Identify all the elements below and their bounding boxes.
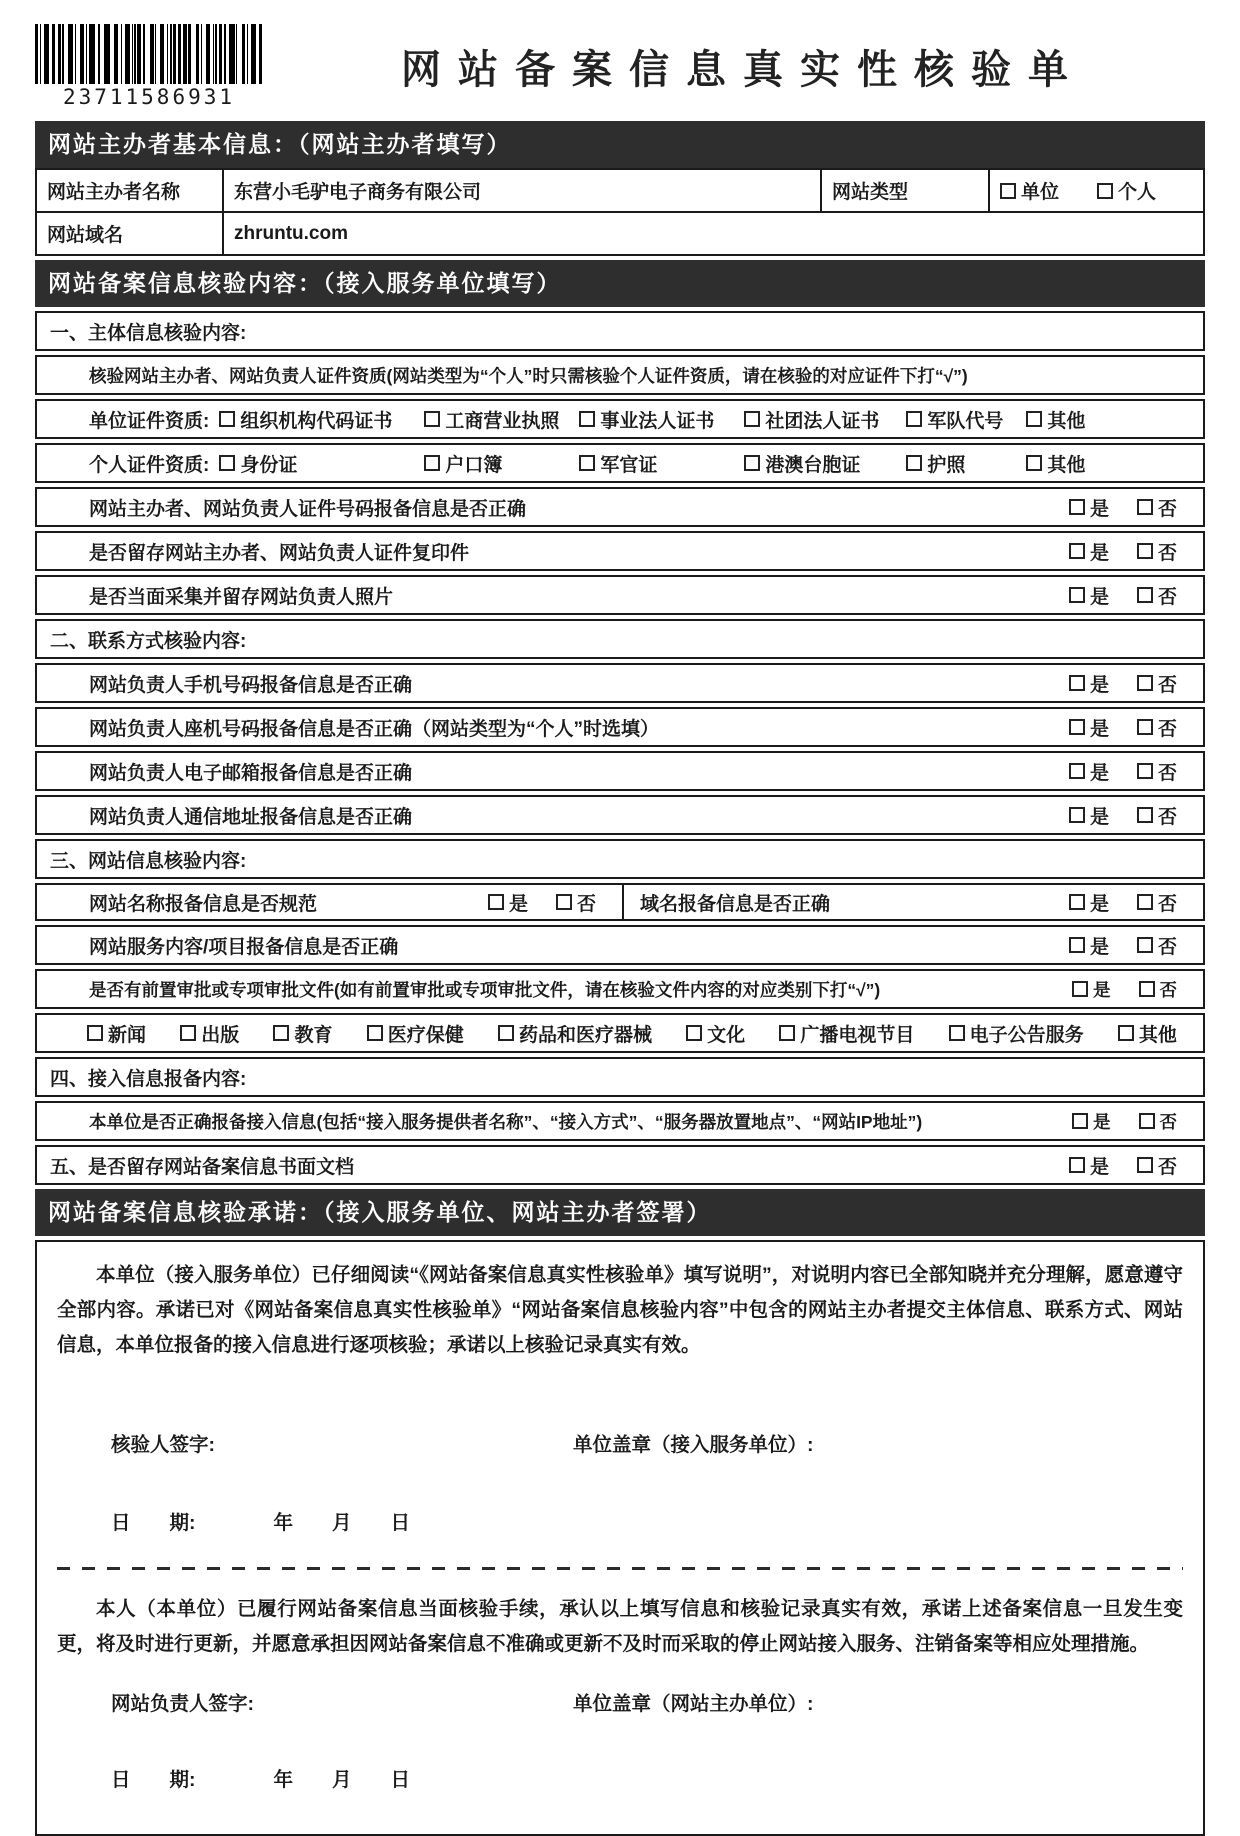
checkbox-icon[interactable]: [424, 455, 440, 471]
checkbox-option[interactable]: [1069, 758, 1109, 785]
site-name-question: [37, 885, 624, 919]
site-type-options: [988, 170, 1203, 211]
checkbox-label: 其他: [1138, 1024, 1177, 1046]
checkbox-option[interactable]: [498, 1020, 652, 1047]
checkbox-option[interactable]: [1069, 494, 1109, 521]
signature-row-verifier: [53, 1429, 1187, 1457]
checkbox-option[interactable]: [1137, 932, 1177, 959]
checkbox-option[interactable]: [579, 406, 744, 433]
barcode-number: 23711586931: [62, 85, 236, 109]
checkbox-label: 是: [1089, 586, 1109, 608]
organizer-name-value[interactable]: 东营小毛驴电子商务有限公司: [222, 170, 820, 211]
organizer-stamp-label[interactable]: 单位盖章（网站主办单位）:: [573, 1693, 814, 1715]
checkbox-icon[interactable]: [1069, 543, 1085, 559]
section-banner-verify-content: 网站备案信息核验内容：（接入服务单位填写）: [35, 260, 1205, 307]
checkbox-label: 是: [1093, 1111, 1111, 1132]
section3-header: 三、网站信息核验内容:: [50, 850, 247, 872]
yes-no-options: [1069, 538, 1203, 565]
checkbox-icon[interactable]: [1069, 763, 1085, 779]
checkbox-icon[interactable]: [1137, 543, 1153, 559]
unit-cert-options: [219, 406, 1203, 433]
checkbox-icon[interactable]: [744, 411, 760, 427]
table-row: [37, 211, 1203, 254]
checkbox-icon[interactable]: [1137, 719, 1153, 735]
checkbox-label: 教育: [294, 1024, 333, 1046]
checkbox-icon[interactable]: [1137, 937, 1153, 953]
checkbox-label: 其他: [1047, 454, 1086, 476]
checkbox-label: 工商营业执照: [445, 410, 560, 432]
checkbox-label: 药品和医疗器械: [518, 1024, 652, 1046]
checkbox-option[interactable]: [1137, 758, 1177, 785]
checkbox-icon[interactable]: [1137, 807, 1153, 823]
checkbox-icon[interactable]: [906, 455, 922, 471]
checkbox-label: 否: [576, 893, 596, 915]
checkbox-option[interactable]: [273, 1020, 332, 1047]
checkbox-option[interactable]: [488, 889, 528, 916]
checkbox-icon[interactable]: [1097, 183, 1113, 199]
name-domain-row: [35, 883, 1205, 921]
checkbox-option[interactable]: [424, 406, 579, 433]
question-label: 是否当面采集并留存网站负责人照片: [89, 586, 394, 608]
question-row: [35, 795, 1205, 835]
checkbox-label: 新闻: [108, 1024, 147, 1046]
promise-paragraph-organizer: 本人（本单位）已履行网站备案信息当面核验手续，承认以上填写信息和核验记录真实有效，承诺上述备案信息一旦发生变更，将及时进行更新，并愿意承担因网站备案信息不准确或更新不及时而采取的停止网站接入服务、注销备案等相应处理措施。: [57, 1598, 1183, 1655]
checkbox-icon[interactable]: [1137, 587, 1153, 603]
checkbox-option[interactable]: [1069, 1152, 1109, 1179]
page-header: [35, 24, 1205, 109]
checkbox-option[interactable]: [1026, 406, 1203, 433]
question-row: [35, 707, 1205, 747]
checkbox-label: 否: [1157, 498, 1177, 520]
checkbox-icon[interactable]: [1069, 499, 1085, 515]
approval-categories-row: [35, 1013, 1205, 1053]
checkbox-option[interactable]: [1137, 670, 1177, 697]
checkbox-icon[interactable]: [1137, 499, 1153, 515]
checkbox-label: 单位: [1021, 182, 1060, 203]
question-label: 网站名称报备信息是否规范: [89, 893, 318, 915]
checkbox-label: 否: [1157, 1156, 1177, 1178]
checkbox-option[interactable]: [1026, 450, 1203, 477]
checkbox-icon[interactable]: [744, 455, 760, 471]
checkbox-option[interactable]: [1069, 932, 1109, 959]
yes-no-options: [1072, 1109, 1203, 1134]
checkbox-option[interactable]: [1069, 582, 1109, 609]
barcode: [35, 24, 263, 109]
checkbox-icon[interactable]: [1069, 894, 1085, 910]
checkbox-option[interactable]: [1118, 1020, 1177, 1047]
checkbox-option[interactable]: [1137, 538, 1177, 565]
checkbox-option[interactable]: [779, 1020, 914, 1047]
checkbox-option[interactable]: [1000, 177, 1059, 204]
checkbox-option[interactable]: [1137, 1152, 1177, 1179]
section4-header-row: [35, 1057, 1205, 1097]
personal-cert-options: [219, 450, 1203, 477]
checkbox-icon[interactable]: [180, 1025, 196, 1041]
checkbox-icon[interactable]: [1000, 183, 1016, 199]
checkbox-option[interactable]: [579, 450, 744, 477]
yes-no-options: [1072, 977, 1203, 1002]
table-row: [37, 170, 1203, 211]
question-label: 网站主办者、网站负责人证件号码报备信息是否正确: [89, 498, 527, 520]
personal-cert-row: [35, 443, 1205, 483]
checkbox-label: 是: [1089, 762, 1109, 784]
checkbox-icon[interactable]: [1137, 675, 1153, 691]
basic-info-table: [35, 168, 1205, 256]
checkbox-option[interactable]: [1097, 177, 1156, 204]
checkbox-label: 电子公告服务: [969, 1024, 1084, 1046]
checkbox-label: 社团法人证书: [765, 410, 880, 432]
question-label: 网站服务内容/项目报备信息是否正确: [89, 936, 399, 958]
yes-no-options: [1069, 582, 1203, 609]
checkbox-icon[interactable]: [1069, 675, 1085, 691]
checkbox-option[interactable]: [1069, 670, 1109, 697]
checkbox-label: 是: [1089, 498, 1109, 520]
yes-no-options: [1069, 670, 1203, 697]
checkbox-option[interactable]: [949, 1020, 1084, 1047]
approval-question-row: [35, 969, 1205, 1009]
checkbox-label: 军官证: [600, 454, 658, 476]
checkbox-label: 否: [1157, 806, 1177, 828]
checkbox-option[interactable]: [1137, 889, 1177, 916]
checkbox-label: 文化: [707, 1024, 746, 1046]
checkbox-label: 护照: [927, 454, 966, 476]
yes-no-options: [1069, 494, 1203, 521]
checkbox-icon[interactable]: [1069, 937, 1085, 953]
checkbox-label: 是: [1089, 806, 1109, 828]
domain-value[interactable]: zhruntu.com: [222, 213, 1203, 254]
checkbox-option[interactable]: [1069, 538, 1109, 565]
checkbox-label: 身份证: [240, 454, 298, 476]
barcode-bars-image: [35, 24, 263, 84]
checkbox-label: 港澳台胞证: [765, 454, 861, 476]
checkbox-label: 否: [1157, 674, 1177, 696]
checkbox-icon[interactable]: [579, 411, 595, 427]
checkbox-label: 否: [1157, 936, 1177, 958]
checkbox-option[interactable]: [906, 406, 1026, 433]
checkbox-option[interactable]: [1137, 582, 1177, 609]
checkbox-option[interactable]: [744, 450, 906, 477]
checkbox-icon[interactable]: [1137, 1157, 1153, 1173]
checkbox-option[interactable]: [1072, 977, 1111, 1002]
checkbox-label: 否: [1159, 979, 1177, 1000]
question-row: [35, 575, 1205, 615]
isp-stamp-label[interactable]: 单位盖章（接入服务单位）:: [573, 1434, 814, 1456]
checkbox-option[interactable]: [1137, 494, 1177, 521]
checkbox-option[interactable]: [1069, 802, 1109, 829]
checkbox-icon[interactable]: [1072, 981, 1088, 997]
checkbox-label: 否: [1159, 1111, 1177, 1132]
checkbox-option[interactable]: [556, 889, 596, 916]
question-row: [35, 751, 1205, 791]
checkbox-option[interactable]: [1069, 714, 1109, 741]
site-manager-signature-label[interactable]: 网站负责人签字:: [111, 1693, 254, 1715]
yes-no-options: [1069, 889, 1203, 916]
checkbox-label: 个人: [1118, 182, 1157, 203]
checkbox-label: 出版: [201, 1024, 240, 1046]
checkbox-option[interactable]: [180, 1020, 239, 1047]
yes-no-options: [1069, 802, 1203, 829]
yes-no-options: [1069, 1152, 1203, 1179]
site-type-label: 网站类型: [820, 170, 988, 211]
section1-header: 一、主体信息核验内容:: [50, 322, 247, 344]
section4-header: 四、接入信息报备内容:: [50, 1068, 247, 1090]
yes-no-options: [1069, 932, 1203, 959]
question-label: 是否有前置审批或专项审批文件(如有前置审批或专项审批文件，请在核验文件内容的对应类别下打“√”): [89, 979, 881, 1000]
personal-cert-label: 个人证件资质:: [89, 454, 210, 476]
checkbox-label: 否: [1157, 718, 1177, 740]
checkbox-option[interactable]: [87, 1020, 146, 1047]
checkbox-icon[interactable]: [424, 411, 440, 427]
checkbox-option[interactable]: [1072, 1109, 1111, 1134]
section-banner-basic-info: 网站主办者基本信息：（网站主办者填写）: [35, 121, 1205, 168]
section1-header-row: [35, 311, 1205, 351]
question-label: 网站负责人电子邮箱报备信息是否正确: [89, 762, 413, 784]
checkbox-icon[interactable]: [1072, 1113, 1088, 1129]
checkbox-icon[interactable]: [1137, 894, 1153, 910]
question-label: 五、是否留存网站备案信息书面文档: [50, 1156, 355, 1178]
checkbox-icon[interactable]: [1069, 587, 1085, 603]
checkbox-label: 是: [508, 893, 528, 915]
checkbox-label: 否: [1157, 762, 1177, 784]
checkbox-option[interactable]: [906, 450, 1026, 477]
promise-paragraph-isp: 本单位（接入服务单位）已仔细阅读“《网站备案信息真实性核验单》填写说明”，对说明内容已全部知晓并充分理解，愿意遵守全部内容。承诺已对《网站备案信息真实性核验单》“网站备案信息核验内容”中包含的网站主办者提交主体信息、联系方式、网站信息，本单位报备的接入信息进行逐项核验；承诺以上核验记录真实有效。: [57, 1264, 1183, 1356]
checkbox-icon[interactable]: [1137, 763, 1153, 779]
checkbox-option[interactable]: [424, 450, 579, 477]
verifier-signature-label[interactable]: 核验人签字:: [111, 1434, 215, 1456]
section2-header-row: [35, 619, 1205, 659]
checkbox-option[interactable]: [219, 406, 424, 433]
section5-question-row: [35, 1145, 1205, 1185]
checkbox-option[interactable]: [1139, 977, 1178, 1002]
checkbox-icon[interactable]: [1069, 807, 1085, 823]
question-label: 本单位是否正确报备接入信息(包括“接入服务提供者名称”、“接入方式”、“服务器放置地点”、“网站IP地址”): [89, 1111, 923, 1132]
checkbox-icon[interactable]: [367, 1025, 383, 1041]
checkbox-icon[interactable]: [219, 411, 235, 427]
checkbox-label: 其他: [1047, 410, 1086, 432]
checkbox-icon[interactable]: [556, 894, 572, 910]
checkbox-option[interactable]: [1137, 802, 1177, 829]
checkbox-icon[interactable]: [87, 1025, 103, 1041]
checkbox-option[interactable]: [1137, 714, 1177, 741]
checkbox-icon[interactable]: [906, 411, 922, 427]
question-row: [35, 663, 1205, 703]
checkbox-icon[interactable]: [1118, 1025, 1134, 1041]
section2-header: 二、联系方式核验内容:: [50, 630, 247, 652]
section-banner-promise: 网站备案信息核验承诺：（接入服务单位、网站主办者签署）: [35, 1189, 1205, 1236]
unit-cert-row: [35, 399, 1205, 439]
section1-note: 核验网站主办者、网站负责人证件资质(网站类型为“个人”时只需核验个人证件资质，请在核验的对应证件下打“√”): [89, 365, 968, 386]
checkbox-icon[interactable]: [498, 1025, 514, 1041]
question-label: 网站负责人通信地址报备信息是否正确: [89, 806, 413, 828]
question-row: [35, 487, 1205, 527]
checkbox-option[interactable]: [219, 450, 424, 477]
checkbox-option[interactable]: [744, 406, 906, 433]
checkbox-label: 医疗保健: [387, 1024, 464, 1046]
question-label: 域名报备信息是否正确: [640, 893, 831, 915]
checkbox-label: 是: [1089, 893, 1109, 915]
checkbox-icon[interactable]: [219, 455, 235, 471]
checkbox-label: 是: [1089, 936, 1109, 958]
signature-row-site-manager: [53, 1688, 1187, 1716]
checkbox-label: 是: [1089, 674, 1109, 696]
unit-cert-label: 单位证件资质:: [89, 410, 210, 432]
date-line[interactable]: 日 期: 年 月 日: [111, 1512, 410, 1534]
page-title: 网站备案信息真实性核验单: [401, 48, 1085, 92]
access-question-row: [35, 1101, 1205, 1141]
organizer-name-label: 网站主办者名称: [47, 182, 181, 203]
domain-label: 网站域名: [47, 225, 124, 246]
checkbox-label: 是: [1089, 718, 1109, 740]
checkbox-option[interactable]: [367, 1020, 464, 1047]
checkbox-label: 广播电视节目: [800, 1024, 915, 1046]
question-row: [35, 925, 1205, 965]
checkbox-icon[interactable]: [1069, 719, 1085, 735]
checkbox-icon[interactable]: [1139, 981, 1155, 997]
yes-no-options: [1069, 714, 1203, 741]
checkbox-icon[interactable]: [273, 1025, 289, 1041]
section3-header-row: [35, 839, 1205, 879]
checkbox-option[interactable]: [686, 1020, 745, 1047]
date-line[interactable]: 日 期: 年 月 日: [111, 1769, 410, 1791]
question-label: 网站负责人手机号码报备信息是否正确: [89, 674, 413, 696]
question-label: 是否留存网站主办者、网站负责人证件复印件: [89, 542, 470, 564]
checkbox-icon[interactable]: [1139, 1113, 1155, 1129]
checkbox-option[interactable]: [1069, 889, 1109, 916]
question-label: 网站负责人座机号码报备信息是否正确（网站类型为“个人”时选填）: [89, 718, 660, 740]
checkbox-icon[interactable]: [686, 1025, 702, 1041]
checkbox-icon[interactable]: [1026, 455, 1042, 471]
checkbox-icon[interactable]: [488, 894, 504, 910]
checkbox-label: 事业法人证书: [600, 410, 715, 432]
approval-category-options: [37, 1020, 1203, 1047]
promise-box: [35, 1240, 1205, 1836]
yes-no-options: [488, 889, 622, 916]
checkbox-label: 否: [1157, 586, 1177, 608]
checkbox-icon[interactable]: [1026, 411, 1042, 427]
checkbox-label: 否: [1157, 542, 1177, 564]
checkbox-label: 否: [1157, 893, 1177, 915]
checkbox-icon[interactable]: [779, 1025, 795, 1041]
checkbox-icon[interactable]: [1069, 1157, 1085, 1173]
checkbox-label: 组织机构代码证书: [240, 410, 393, 432]
question-row: [35, 531, 1205, 571]
checkbox-label: 户口簿: [445, 454, 503, 476]
checkbox-icon[interactable]: [579, 455, 595, 471]
checkbox-icon[interactable]: [949, 1025, 965, 1041]
yes-no-options: [1069, 758, 1203, 785]
checkbox-label: 是: [1093, 979, 1111, 1000]
checkbox-label: 军队代号: [927, 410, 1004, 432]
dashed-divider: [57, 1567, 1183, 1570]
checkbox-option[interactable]: [1139, 1109, 1178, 1134]
checkbox-label: 是: [1089, 1156, 1109, 1178]
checkbox-label: 是: [1089, 542, 1109, 564]
section1-note-row: [35, 355, 1205, 395]
domain-question: [624, 885, 1203, 919]
